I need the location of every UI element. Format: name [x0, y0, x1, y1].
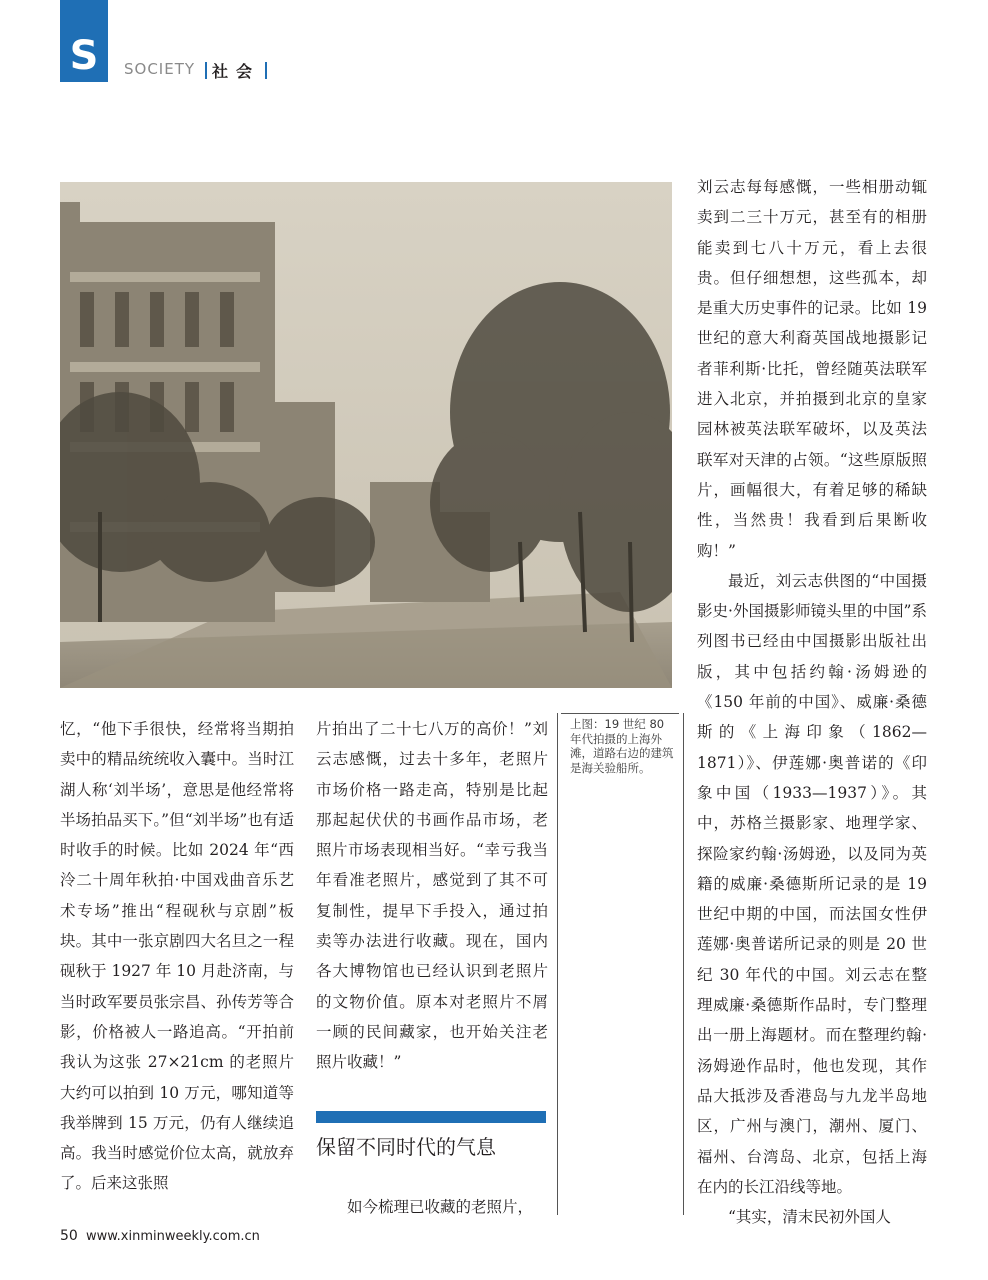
section-letter: S — [69, 33, 99, 79]
column-divider-right — [683, 713, 684, 1215]
column-2-paragraph: 片拍出了二十七八万的高价！”刘云志感慨，过去十多年，老照片市场价格一路走高，特别是比起那起起伏伏的书画作品市场，老照片市场表现相当好。“幸亏我当年看准老照片，感觉到了其不可复制性，提早下手投入，通过拍卖等办法进行收藏。现在，国内各大博物馆也已经认识到老照片的文物价值。原本对老照片不屑一顾的民间藏家，也开始关注老照片收藏！” — [316, 720, 548, 1072]
column-1-paragraph: 忆，“他下手很快，经常将当期拍卖中的精品统统收入囊中。当时江湖人称‘刘半场’，意思是他经常将半场拍品买下。”但“刘半场”也有适时收手的时候。比如 2024 年“西泠二十周年秋拍·中国戏曲音乐艺术专场”推出“程砚秋与京剧”板块。其中一张京剧四大名旦之一程砚秋于 1927 年 10 月赴济南，与当时政军要员张宗昌、孙传芳等合影，价格被人一路追高。“开拍前我认为这张 27×21cm 的老照片大约可以拍到 10 万元，哪知道等我举牌到 15 万元，仍有人继续追高。我当时感觉价位太高，就放弃了。后来这张照 — [60, 720, 294, 1193]
column-3-paragraph-2: 最近，刘云志供图的“中国摄影史·外国摄影师镜头里的中国”系列图书已经由中国摄影出版社出版，其中包括约翰·汤姆逊的《150 年前的中国》、威廉·桑德斯的《上海印象（1862—1871）》、伊莲娜·奥普诺的《印象中国（1933—1937）》。其中，苏格兰摄影家、地理学家、探险家约翰·汤姆逊，以及同为英籍的威廉·桑德斯所记录的是 19 世纪中期的中国，而法国女性伊莲娜·奥普诺所记录的则是 20 世纪 30 年代的中国。刘云志在整理威廉·桑德斯作品时，专门整理出一册上海题材。而在整理约翰·汤姆逊作品时，他也发现，其作品大抵涉及香港岛与九龙半岛地区，广州与澳门，潮州、厦门、福州、台湾岛、北京，包括上海在内的长江沿线等地。 — [697, 571, 927, 1196]
section-title-cn-text: 社会 — [212, 62, 261, 81]
section-tab — [60, 0, 108, 82]
historic-bund-photo — [60, 182, 672, 688]
page-footer — [60, 1228, 260, 1244]
article-column-1 — [60, 714, 294, 1199]
subhead-paragraph: 如今梳理已收藏的老照片， — [347, 1198, 534, 1216]
section-bar-right — [265, 62, 267, 79]
page-number: 50 — [60, 1228, 78, 1244]
column-3-paragraph-1: 刘云志每每感慨，一些相册动辄卖到二三十万元，甚至有的相册能卖到七八十万元，看上去很贵。但仔细想想，这些孤本，却是重大历史事件的记录。比如 19 世纪的意大利裔英国战地摄影记者菲利斯·比托，曾经随英法联军进入北京，并拍摄到北京的皇家园林被英法联军破坏，以及英法联军对天津的占领。“这些原版照片，画幅很大，有着足够的稀缺性，当然贵！我看到后果断收购！” — [697, 178, 927, 560]
section-title-cn — [200, 59, 272, 82]
column-3-paragraph-3: “其实，清末民初外国人 — [728, 1208, 891, 1227]
subhead-bar — [316, 1111, 546, 1123]
column-divider-left — [557, 713, 558, 1215]
section-title-en: SOCIETY — [124, 60, 196, 78]
section-subheading: 保留不同时代的气息 — [316, 1135, 496, 1159]
street-scene-illustration — [60, 182, 672, 688]
photo-caption: 上图：19 世纪 80 年代拍摄的上海外滩，道路右边的建筑是海关验船所。 — [570, 717, 674, 775]
caption-rule — [561, 713, 679, 714]
section-bar-left — [205, 62, 207, 79]
site-url: www.xinminweekly.com.cn — [85, 1229, 260, 1244]
article-column-3 — [697, 172, 927, 1232]
article-column-2 — [316, 714, 548, 1078]
